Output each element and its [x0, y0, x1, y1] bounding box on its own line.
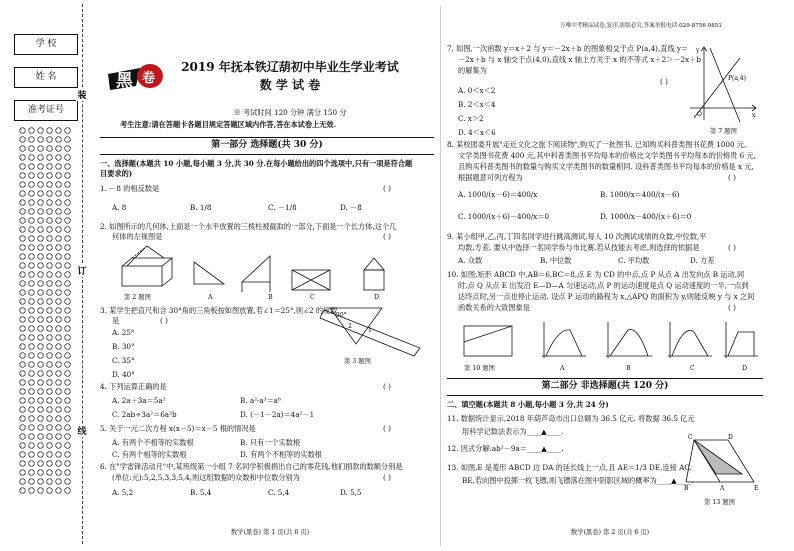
q7-option-b[interactable]: B. 2＜x＜4: [458, 100, 496, 109]
q4-option-b[interactable]: B. a²·a³＝a⁶: [240, 396, 281, 405]
q9-paren: ( ): [728, 243, 736, 252]
q1-option-c[interactable]: C. －1/8: [268, 203, 297, 212]
q8-option-c[interactable]: C. 1000/(x＋6)－400/x＝0: [458, 212, 550, 221]
q10-graph-a: [542, 322, 586, 358]
q2-paren: ( ): [383, 232, 391, 241]
q1-option-a[interactable]: A. 8: [112, 203, 127, 212]
q7-figure: [690, 44, 760, 124]
q11-text: 11. 数据统计显示,2018 年葫芦岛市出口总额为 36.5 亿元. 将数据 36.5 亿元: [447, 414, 695, 423]
q2-caption: 第 2 题图: [124, 294, 151, 301]
exam-logo: [106, 62, 164, 94]
q11-text-2: 用科学记数法表示为____▲____.: [462, 427, 564, 436]
q10-paren: ( ): [728, 303, 736, 312]
q7-stem: 7. 如图,一次函数 y＝x＋2 与 y＝－2x＋b 的图象相交于点 P(a,4),直线 y＝: [447, 44, 689, 53]
page-separator: [440, 6, 441, 546]
q13-shaded-region: [694, 440, 742, 474]
q3-option-c[interactable]: C. 35°: [112, 356, 135, 365]
q6-paren: ( ): [383, 473, 391, 482]
q2-stem-2: 何体的左视图是: [112, 232, 163, 241]
q7-caption: 第 7 题图: [710, 128, 737, 135]
exam-info: ※ 考试时间 120 分钟 满分 150 分: [233, 108, 347, 117]
q1-option-d[interactable]: D. －8: [340, 203, 362, 212]
footer-left: 数学(黑卷) 第 1 页(共 6 页): [230, 529, 310, 536]
q9-stem-2: 均数,方差. 要从中选择一名同学参与市比赛,若从技能去考虑,则选择的依据是: [458, 243, 700, 252]
q1-stem: 1. －8 的相反数是: [100, 184, 160, 193]
part1-instruction: 一、选择题(本题共 10 小题,每小题 3 分,共 30 分.在每小题给出的四个选项中,只有一项是符合题: [100, 159, 413, 168]
part1-instruction-2: 目要求的): [100, 169, 133, 178]
q8-option-d[interactable]: D. 1000/x－400/(x＋6)＝0: [600, 212, 692, 221]
q2-option-d-figure: [364, 258, 384, 290]
q7-stem-3: 的解集为: [458, 66, 487, 75]
q3-option-d[interactable]: D. 40°: [112, 370, 135, 379]
seal-char-bind: 装: [76, 88, 88, 101]
q2-option-a-figure: [194, 262, 224, 284]
q10-stem-3: 达终点时,另一点也停止运动. 设点 P 运动的路程为 x,△APQ 的面积为 y,则能反映 y 与 x 之间: [458, 292, 755, 301]
q13-text-2: BE,若向图中投掷一枚飞镖,则飞镖落在图中阴影区域的概率为____▲____.: [462, 476, 694, 485]
q6-option-d[interactable]: D. 5,5: [340, 488, 362, 497]
q9-option-a[interactable]: A. 众数: [458, 256, 483, 265]
q10-segment: [464, 326, 512, 342]
q6-stem: 6. 在"学雷锋活动月"中,某班级第一小组 7 名同学积极捐出自己的零花钱,他们捐款的数额分别是: [100, 462, 403, 471]
q5-option-c[interactable]: C. 有两个相等的实数根: [112, 450, 187, 459]
q4-option-d[interactable]: D. (－1－2a)＝4a²－1: [240, 410, 315, 419]
q6-option-a[interactable]: A. 5,2: [112, 488, 134, 497]
q10-graph-b: [606, 322, 652, 358]
q2-label-c: C: [310, 294, 315, 301]
q10-caption: 第 10 题图: [464, 365, 495, 372]
q1-option-b[interactable]: B. 1/8: [190, 203, 212, 212]
q3-option-b[interactable]: B. 30°: [112, 342, 135, 351]
q13-label-d: D: [728, 434, 733, 441]
q10-graph-c: [668, 322, 712, 358]
q6-option-b[interactable]: B. 5,4: [190, 488, 212, 497]
q13-figure: [684, 434, 764, 494]
seal-char-line: 线: [76, 424, 88, 437]
q1-paren: ( ): [383, 184, 391, 193]
q7-line-2: [710, 48, 740, 122]
q2-option-c-figure: [292, 270, 330, 290]
q13-label-a: A: [720, 485, 725, 492]
q2-solid-figure: [122, 246, 172, 286]
q8-option-b[interactable]: B. 1000/x＝400/(x－6): [600, 190, 680, 199]
q7-y-axis: [701, 47, 707, 120]
seal-char-staple: 订: [76, 264, 88, 277]
q10-stem-2: 时,点 Q 从点 E 出发沿 E—D—A 匀速运动,点 P 的运动速度是点 Q 运动速度的一半,一点到: [458, 281, 749, 290]
q10-label-c: C: [690, 365, 695, 372]
q8-stem: 8. 某校团委开展"走近文化之旅下阅读物",购买了一批图书. 已知购买科普类图书花费 1000 元,: [447, 140, 747, 149]
q3-figure: [320, 304, 430, 360]
q13-text: 13. 如图,E 是菱形 ABCD 边 DA 的延长线上一点,且 AE＝1/3 DE,连接 AC,: [447, 463, 692, 472]
q10-label-b: B: [626, 365, 631, 372]
ticket-number-field[interactable]: 准考证号: [14, 100, 78, 121]
q7-option-c[interactable]: C. x＞2: [458, 114, 484, 123]
logo-char-hei: 黑: [116, 71, 133, 91]
q2-label-d: D: [374, 294, 380, 301]
header-note: 万唯中考精品试卷,复印,盗版必究,答案举报电话:029-8756 9851: [560, 23, 722, 29]
exam-title: 2019 年抚本铁辽葫初中毕业生学业考试: [181, 60, 399, 74]
school-field[interactable]: 学 校: [14, 34, 78, 55]
exam-subtitle: 数 学 试 卷: [259, 78, 321, 92]
q3-label-2: 2: [348, 323, 352, 330]
q2-stem: 2. 如图所示的几何体,上面是一个水平放置的三棱柱被截取的一部分,下面是一个长方体,这个几: [100, 222, 397, 231]
q10-label-d: D: [742, 365, 748, 372]
q3-paren: ( ): [160, 316, 168, 325]
q5-stem: 5. 关于一元二次方程 x(x－5)＝x－5 根的情况是: [100, 424, 256, 433]
name-field[interactable]: 姓 名: [14, 67, 78, 88]
q13-label-c: C: [688, 434, 693, 441]
part1-heading-bar: [100, 137, 434, 155]
q10-graph-d: [724, 322, 758, 358]
q10-stem-4: 函数关系的大致图象是: [458, 303, 530, 312]
q8-option-a[interactable]: A. 1000/(x－6)＝400/x: [458, 190, 538, 199]
q7-label-y: y: [696, 47, 700, 54]
q5-option-a[interactable]: A. 有两个不相等的实数根: [112, 438, 194, 447]
part2-heading-bar: [447, 378, 763, 396]
q7-stem-2: －2x＋b 与 x 轴交于点(4,0),直线 x 轴上方关于 x 的不等式 x＋2＞－2x＋b: [458, 55, 701, 64]
ticket-number-grid[interactable]: [18, 126, 72, 496]
q7-option-d[interactable]: D. 4＜x＜6: [458, 128, 496, 137]
q7-paren: ( ): [660, 77, 668, 86]
q8-stem-2: 文学类图书花费 400 元,其中科普类图书平均每本的价格比文学类图书平均每本的价格贵 6 元,: [458, 151, 756, 160]
q10-rectangle: [464, 326, 512, 356]
q3-stem-2: 是: [112, 316, 120, 325]
q5-paren: ( ): [383, 424, 391, 433]
q3-label-1: 1: [368, 327, 372, 334]
q7-label-p: P(a,4): [728, 75, 747, 82]
fill-instruction: 二、填空题(本题共 8 小题,每小题 3 分,共 24 分): [447, 400, 609, 409]
q2-label-b: B: [268, 294, 273, 301]
part2-heading: 第二部分 非选择题(共 120 分): [541, 381, 669, 391]
q13-label-b: B: [684, 485, 689, 492]
q8-paren: ( ): [728, 173, 736, 182]
q2-option-b-figure: [242, 256, 270, 292]
q7-option-a[interactable]: A. 0＜x＜2: [458, 86, 496, 95]
q9-option-d[interactable]: D. 方差: [690, 256, 715, 265]
q4-stem: 4. 下列运算正确的是: [100, 382, 167, 391]
q12-text: 12. 因式分解:ab²－9a＝____▲____.: [447, 444, 564, 453]
q7-label-x: x: [752, 112, 756, 119]
q4-option-a[interactable]: A. 2a＋3a＝5a²: [112, 396, 166, 405]
q10-figures: [458, 318, 758, 362]
part1-heading: 第一部分 选择题(共 30 分): [211, 140, 323, 150]
q7-line-1: [694, 58, 740, 118]
exam-notice: 考生注意:请在答题卡各题目规定答题区域内作答,答在本试卷上无效.: [120, 120, 337, 129]
q3-caption: 第 3 题图: [344, 358, 371, 365]
q4-paren: ( ): [383, 382, 391, 391]
q3-option-a[interactable]: A. 25°: [112, 328, 135, 337]
q2-label-a: A: [208, 294, 213, 301]
q10-label-a: A: [560, 365, 565, 372]
q6-option-c[interactable]: C. 5,4: [268, 488, 290, 497]
q13-caption: 第 13 题图: [704, 499, 735, 506]
q8-stem-3: 且购买科普类图书的数量与购买文学类图书的数量相同. 设科普类图书平均每本的价格是 x 元,: [458, 162, 754, 171]
q6-stem-2: (单位:元):5,2,5,3,3,5,4,则这组数据的众数和中位数分别为: [112, 473, 300, 482]
q3-label-30: 30°: [336, 312, 347, 319]
q9-stem: 9. 某小组甲,乙,丙,丁四名同学进行跳高测试,每人 10 次测试成绩的众数,中位数,平: [447, 232, 707, 241]
q8-stem-4: 根据题意可列方程为: [458, 173, 523, 182]
q9-option-c[interactable]: C. 平均数: [618, 256, 650, 265]
q7-label-o: O: [697, 111, 702, 118]
q5-option-d[interactable]: D. 有两个不相等的实数根: [240, 450, 322, 459]
footer-right: 数学(黑卷) 第 2 页(共 6 页): [570, 529, 650, 536]
q13-label-e: E: [754, 485, 759, 492]
logo-char-juan: 卷: [142, 71, 156, 86]
q3-stem: 3. 某学生把直尺和含 30°角的三角板按如图放置,若∠1＝25°,则∠2 的度数: [100, 306, 338, 315]
q10-stem: 10. 如图,矩形 ABCD 中,AB＝6,BC＝8,点 E 为 CD 的中点,点 P 从点 A 出发向点 B 运动,同: [447, 270, 745, 279]
q5-option-b[interactable]: B. 只有一个实数根: [240, 438, 301, 447]
q9-option-b[interactable]: B. 中位数: [540, 256, 572, 265]
q4-option-c[interactable]: C. 2ab÷3a²＝6a²b: [112, 410, 177, 419]
